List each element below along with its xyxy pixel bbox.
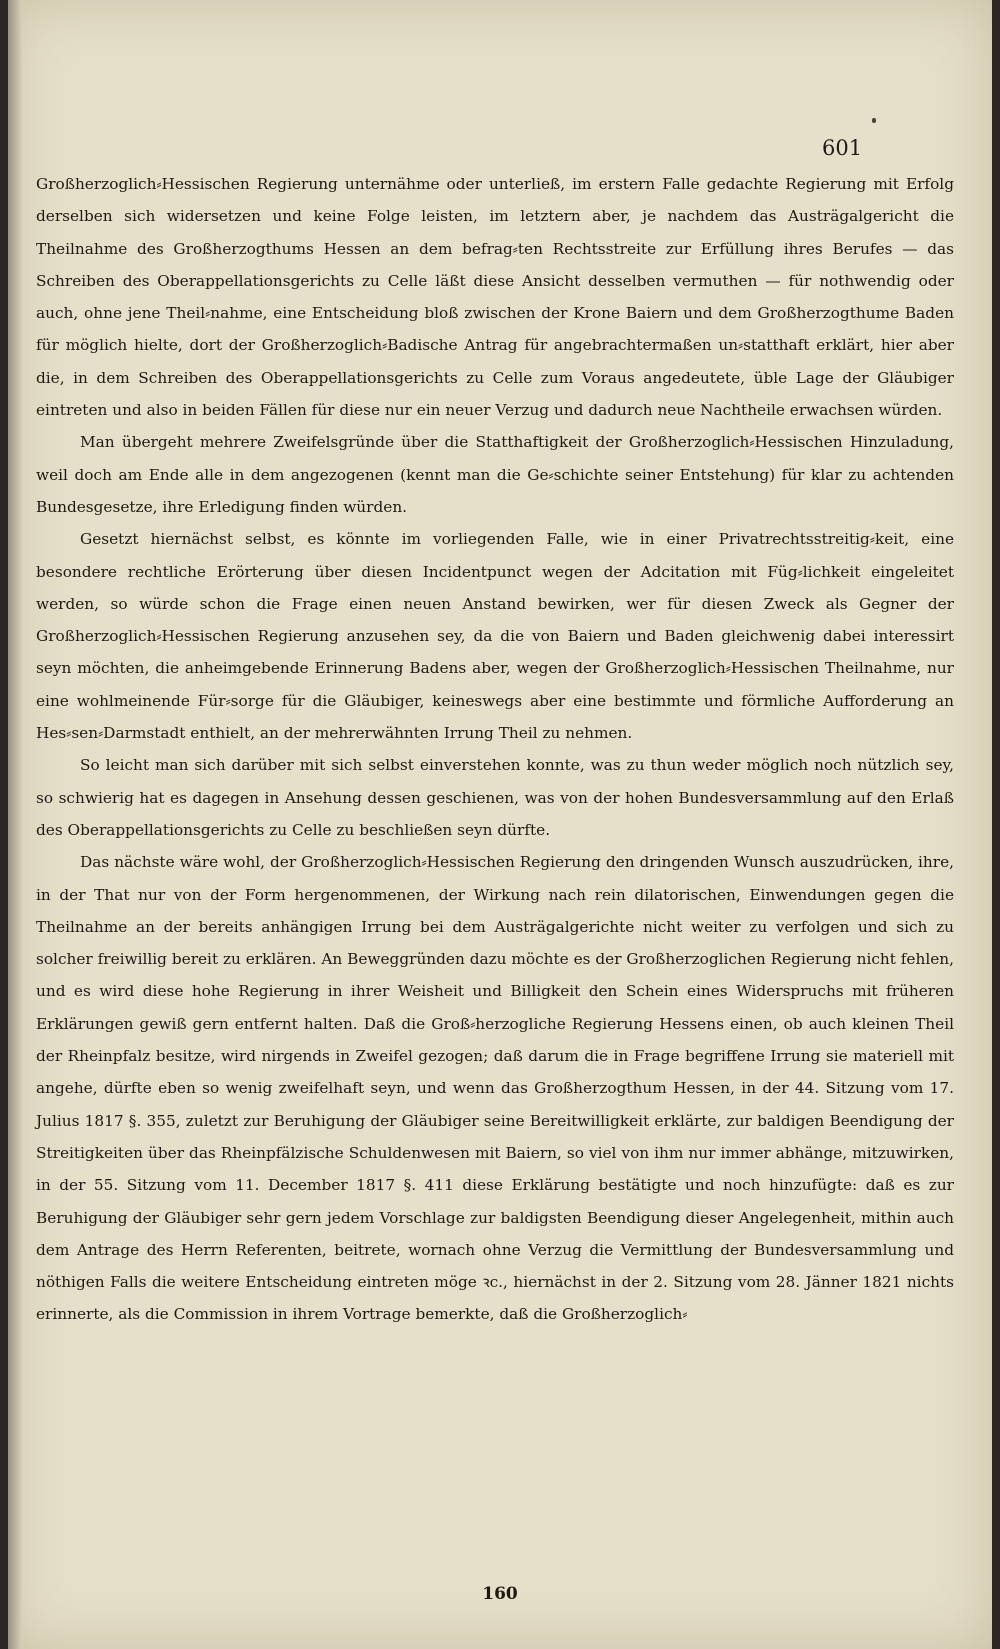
body-text (36, 168, 954, 1331)
paragraph-3: Gesetzt hiernächst selbst, es könnte im vorliegenden Falle, wie in einer Privatrechtsstreitig⸗keit, eine besondere rechtliche Erörterung über diesen Incidentpunct wegen der Adcitation mit Füg⸗lichkeit eingeleitet werden, so würde schon die Frage einen neuen Anstand bewirken, wer für diesen Zweck als Gegner der Großherzoglich⸗Hessischen Regierung anzusehen sey, da die von Baiern und Baden gleichwenig dabei interessirt seyn möchten, die anheimgebende Erinnerung Badens aber, wegen der Großherzoglich⸗Hessischen Theilnahme, nur eine wohlmeinende Für⸗sorge für die Gläubiger, keineswegs aber eine bestimmte und förmliche Aufforderung an Hes⸗sen⸗Darmstadt enthielt, an der mehrerwähnten Irrung Theil zu nehmen. (36, 530, 954, 743)
paragraph-2: Man übergeht mehrere Zweifelsgründe über die Statthaftigkeit der Großherzoglich⸗Hessischen Hinzuladung, weil doch am Ende alle in dem angezogenen (kennt man die Ge⸗schichte seiner Entstehung) für klar zu achtenden Bundesgesetze, ihre Erledigung finden würden. (36, 433, 954, 516)
page-binding-edge (8, 0, 22, 1649)
page-number: 601 (822, 136, 863, 160)
ink-dot (872, 118, 876, 123)
paragraph-4: So leicht man sich darüber mit sich selbst einverstehen konnte, was zu thun weder möglich noch nützlich sey, so schwierig hat es dagegen in Ansehung dessen geschienen, was von der hohen Bundesversammlung auf den Erlaß des Oberappellationsgerichts zu Celle zu beschließen seyn dürfte. (36, 756, 954, 839)
paragraph-1: Großherzoglich⸗Hessischen Regierung unternähme oder unterließ, im erstern Falle gedachte Regierung mit Erfolg derselben sich widersetzen und keine Folge leisten, im letztern aber, je nachdem das Austrägalgericht die Theilnahme des Großherzogthums Hessen an dem befrag⸗ten Rechtsstreite zur Erfüllung ihres Berufes — das Schreiben des Oberappellationsgerichts zu Celle läßt diese Ansicht desselben vermuthen — für nothwendig oder auch, ohne jene Theil⸗nahme, eine Entscheidung bloß zwischen der Krone Baiern und dem Großherzogthume Baden für möglich hielte, dort der Großherzoglich⸗Badische Antrag für angebrachtermaßen un⸗statthaft erklärt, hier aber die, in dem Schreiben des Oberappellationsgerichts zu Celle zum Voraus angedeutete, üble Lage der Gläubiger eintreten und also in beiden Fällen für diese nur ein neuer Verzug und dadurch neue Nachtheile erwachsen würden. (36, 175, 954, 420)
signature-mark: 160 (482, 1584, 518, 1604)
paragraph-5: Das nächste wäre wohl, der Großherzoglich⸗Hessischen Regierung den dringenden Wunsch auszudrücken, ihre, in der That nur von der Form hergenommenen, der Wirkung nach rein dilatorischen, Einwendungen gegen die Theilnahme an der bereits anhängigen Irrung bei dem Austrägalgerichte nicht weiter zu verfolgen und sich zu solcher freiwillig bereit zu erklären. An Beweggründen dazu möchte es der Großherzoglichen Regierung nicht fehlen, und es wird diese hohe Regierung in ihrer Weisheit und Billigkeit den Schein eines Widerspruchs mit früheren Erklärungen gewiß gern entfernt halten. Daß die Groß⸗herzogliche Regierung Hessens einen, ob auch kleinen Theil der Rheinpfalz besitze, wird nirgends in Zweifel gezogen; daß darum die in Frage begriffene Irrung sie materiell mit angehe, dürfte eben so wenig zweifelhaft seyn, und wenn das Großherzogthum Hessen, in der 44. Sitzung vom 17. Julius 1817 §. 355, zuletzt zur Beruhigung der Gläubiger seine Bereitwilligkeit erklärte, zur baldigen Beendigung der Streitigkeiten über das Rheinpfälzische Schuldenwesen mit Baiern, so viel von ihm nur immer abhänge, mitzuwirken, in der 55. Sitzung vom 11. December 1817 §. 411 diese Erklärung bestätigte und noch hinzufügte: daß es zur Beruhigung der Gläubiger sehr gern jedem Vorschlage zur baldigsten Beendigung dieser Angelegenheit, mithin auch dem Antrage des Herrn Referenten, beitrete, wornach ohne Verzug die Vermittlung der Bundesversammlung und nöthigen Falls die weitere Entscheidung eintreten möge ꝛc., hiernächst in der 2. Sitzung vom 28. Jänner 1821 nichts erinnerte, als die Commission in ihrem Vortrage bemerkte, daß die Großherzoglich⸗ (36, 853, 954, 1324)
